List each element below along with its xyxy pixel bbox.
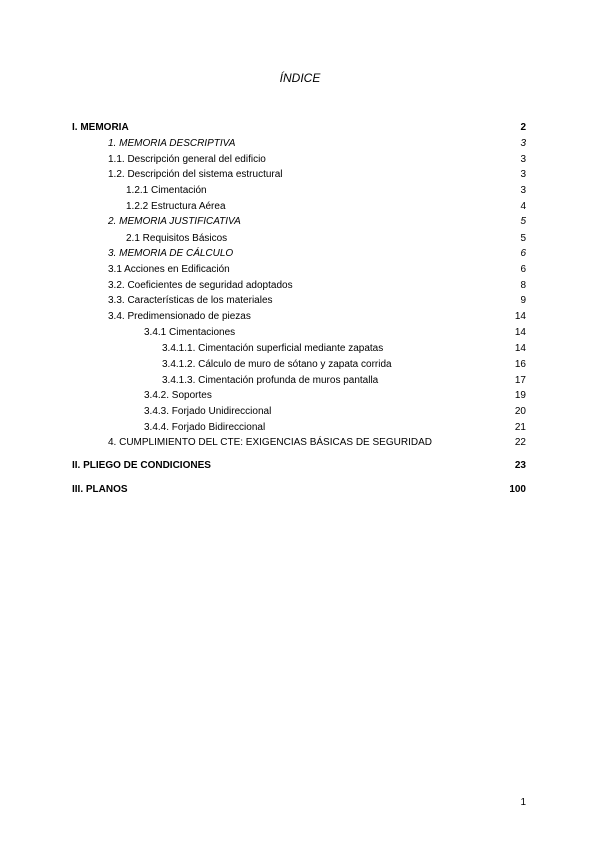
toc-entry-4[interactable]: [0, 436, 600, 450]
toc-entry-page: 2: [520, 122, 526, 133]
toc-entry-page: 14: [514, 327, 526, 338]
toc-entry-label: 1.2.1 Cimentación: [126, 185, 207, 196]
toc-entry-label: 3.4.1 Cimentaciones: [144, 327, 236, 338]
toc-entry-page: 9: [520, 295, 526, 306]
toc-entry-3-3[interactable]: [0, 294, 600, 308]
toc-entry-label: 2. MEMORIA JUSTIFICATIVA: [108, 216, 241, 227]
toc-entry-2-1[interactable]: [0, 232, 600, 246]
toc-entry-label: 3. MEMORIA DE CÁLCULO: [108, 248, 234, 259]
toc-entry-3-2[interactable]: [0, 279, 600, 293]
toc-entry-page: 3: [520, 169, 526, 180]
toc-entry-page: 20: [514, 406, 526, 417]
toc-entry-page: 21: [514, 422, 526, 433]
toc-entry-page: 19: [514, 390, 526, 401]
toc-entry-3-4-1-1[interactable]: [0, 342, 600, 356]
toc-entry-3-4-1-2[interactable]: [0, 358, 600, 372]
toc-entry-3-1[interactable]: [0, 263, 600, 277]
toc-entry-1-2[interactable]: [0, 168, 600, 182]
page-number: 1: [520, 797, 526, 808]
toc-entry-1-2-1[interactable]: [0, 184, 600, 198]
toc-entry-label: 3.4.1.2. Cálculo de muro de sótano y zapata corrida: [162, 359, 392, 370]
toc-entry-label: III. PLANOS: [72, 484, 128, 495]
toc-entry-label: 3.2. Coeficientes de seguridad adoptados: [108, 280, 293, 291]
toc-entry-3-4-1-3[interactable]: [0, 374, 600, 388]
toc-entry-label: 3.4. Predimensionado de piezas: [108, 311, 251, 322]
toc-entry-label: II. PLIEGO DE CONDICIONES: [72, 460, 211, 471]
toc-entry-label: 3.4.2. Soportes: [144, 390, 212, 401]
toc-entry-page: 5: [520, 216, 526, 227]
toc-entry-label: 1.2. Descripción del sistema estructural: [108, 169, 283, 180]
toc-entry-label: 3.4.1.1. Cimentación superficial mediante zapatas: [162, 343, 384, 354]
toc-entry-page: 16: [514, 359, 526, 370]
toc-entry-page: 4: [520, 201, 526, 212]
toc-entry-planos[interactable]: [0, 483, 600, 497]
toc-entry-3-4-3[interactable]: [0, 405, 600, 419]
toc-entry-page: 8: [520, 280, 526, 291]
toc-entry-page: 22: [514, 437, 526, 448]
toc-entry-page: 14: [514, 343, 526, 354]
toc-entry-label: 3.3. Características de los materiales: [108, 295, 273, 306]
toc-entry-label: 3.4.3. Forjado Unidireccional: [144, 406, 272, 417]
toc-entry-label: 1.2.2 Estructura Aérea: [126, 201, 226, 212]
toc-entry-memoria[interactable]: [0, 121, 600, 135]
toc-entry-page: 23: [514, 460, 526, 471]
toc-entry-3-4[interactable]: [0, 310, 600, 324]
page-title: ÍNDICE: [279, 71, 321, 85]
toc-entry-label: 1.1. Descripción general del edificio: [108, 154, 266, 165]
toc-entry-page: 17: [514, 375, 526, 386]
toc-entry-3-4-1[interactable]: [0, 326, 600, 340]
toc-entry-memoria-calculo[interactable]: [0, 247, 600, 261]
toc-entry-label: 3.1 Acciones en Edificación: [108, 264, 230, 275]
toc-entry-page: 5: [520, 233, 526, 244]
toc-entry-label: I. MEMORIA: [72, 122, 129, 133]
toc-entry-page: 3: [520, 185, 526, 196]
toc-entry-label: 3.4.1.3. Cimentación profunda de muros pantalla: [162, 375, 379, 386]
toc-entry-page: 100: [509, 484, 526, 495]
toc-entry-label: 1. MEMORIA DESCRIPTIVA: [108, 138, 236, 149]
toc-entry-label: 2.1 Requisitos Básicos: [126, 233, 228, 244]
toc-entry-page: 6: [520, 264, 526, 275]
toc-entry-3-4-4[interactable]: [0, 421, 600, 435]
toc-entry-page: 3: [520, 154, 526, 165]
toc-entry-3-4-2[interactable]: [0, 389, 600, 403]
toc-entry-memoria-descriptiva[interactable]: [0, 137, 600, 151]
toc-entry-pliego[interactable]: [0, 459, 600, 473]
toc-entry-memoria-justificativa[interactable]: [0, 215, 600, 229]
toc-entry-label: 3.4.4. Forjado Bidireccional: [144, 422, 266, 433]
toc-entry-1-2-2[interactable]: [0, 200, 600, 214]
toc-entry-1-1[interactable]: [0, 153, 600, 167]
toc-entry-label: 4. CUMPLIMIENTO DEL CTE: EXIGENCIAS BÁSICAS DE SEGURIDAD: [108, 437, 432, 448]
toc-entry-page: 6: [520, 248, 526, 259]
toc-entry-page: 14: [514, 311, 526, 322]
toc-entry-page: 3: [520, 138, 526, 149]
